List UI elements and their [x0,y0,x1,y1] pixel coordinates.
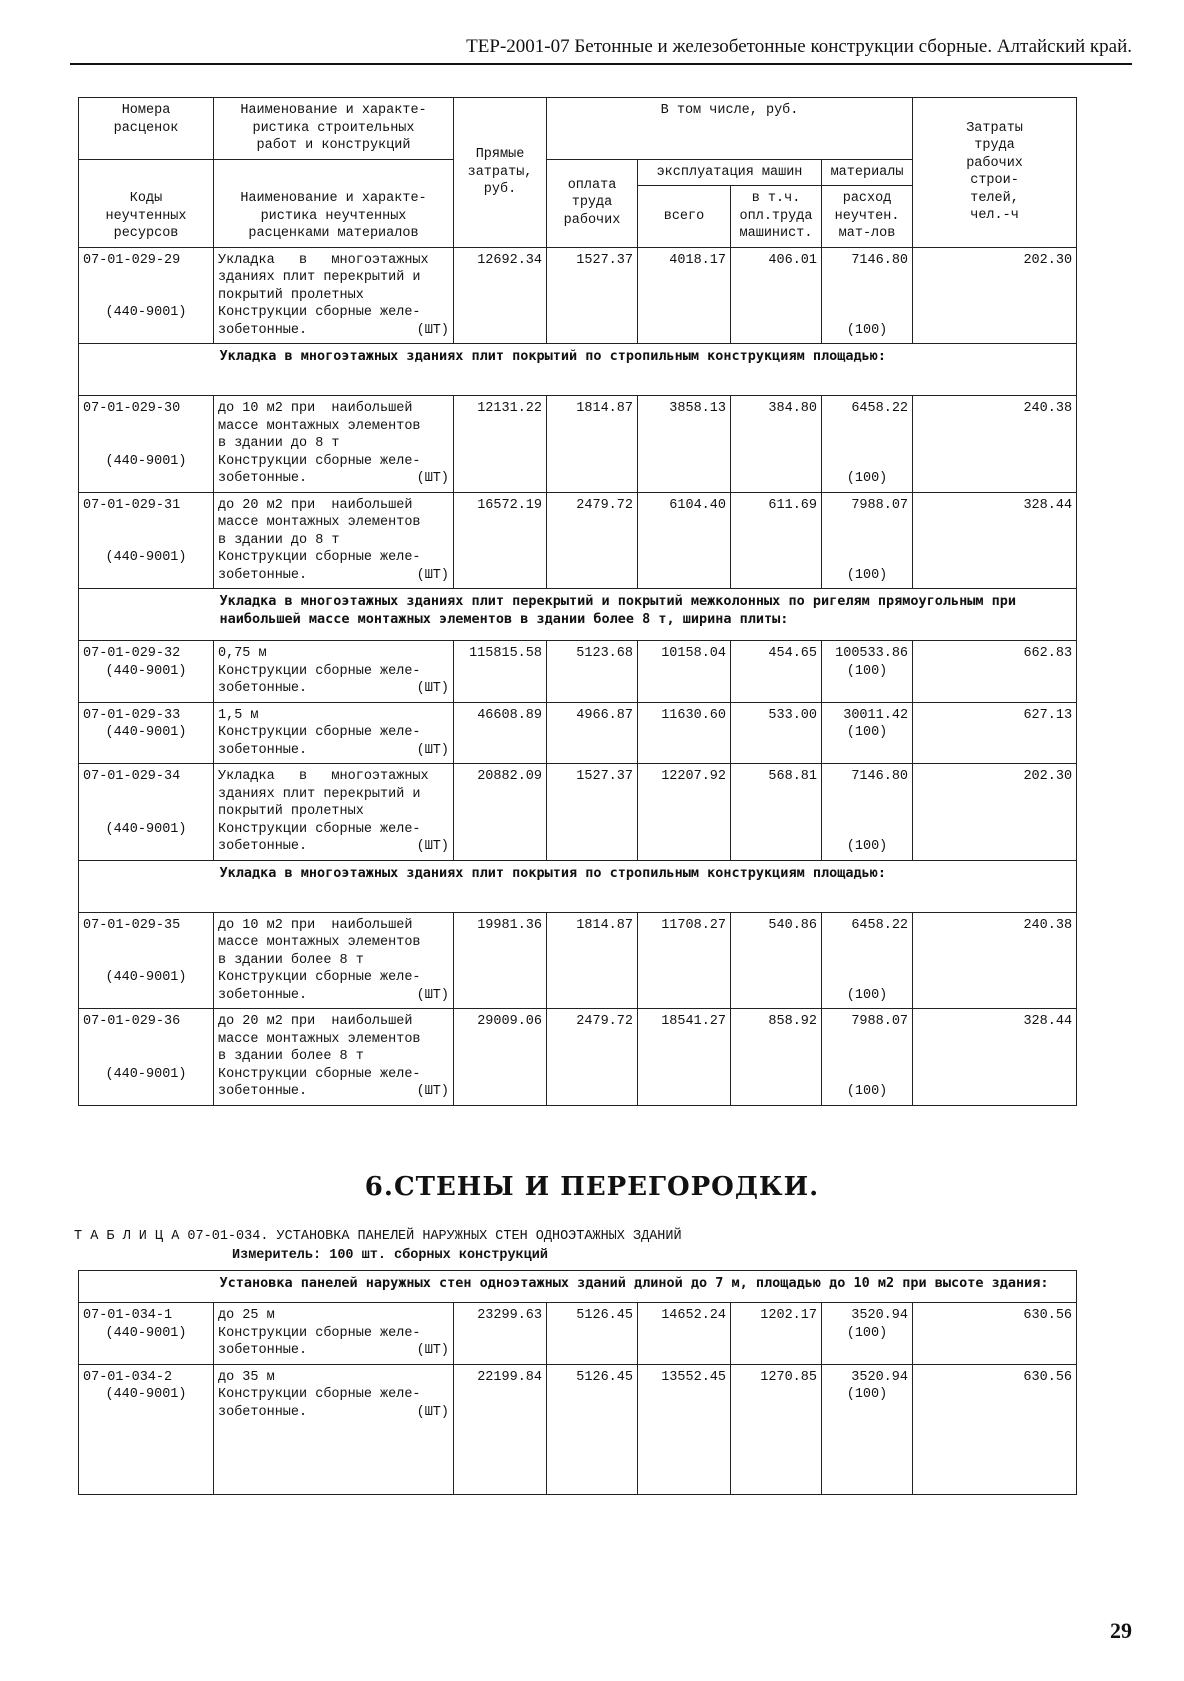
labor-cost: 4966.87 [547,702,638,764]
col-labor-hours: Затраты труда рабочих строи- телей, чел.-ч [913,98,1077,248]
material-qty: (100) [846,567,888,583]
rate-code: 07-01-029-30 [83,401,181,416]
material-unit: (ШТ) [416,1404,449,1420]
rates-table [78,97,1077,1106]
col-res-name: Наименование и характе- ристика неучтенных расценками материалов [214,159,454,247]
labor-hours: 630.56 [913,1364,1077,1494]
rate-code: 07-01-029-31 [83,497,181,513]
material-cost: 7988.07 [851,497,909,513]
direct-cost: 46608.89 [454,702,547,764]
resource-code: (440-9001) [105,453,187,469]
driver-labor-cost: 454.65 [731,641,822,703]
material-qty: (100) [846,322,888,338]
labor-hours: 630.56 [913,1303,1077,1365]
resource-code: (440-9001) [105,1066,187,1082]
col-labor: оплата труда рабочих [547,159,638,247]
material-name: Конструкции сборные желе- зобетонные. (ШТ) [218,663,449,696]
col-mat-use: расход неучтен. мат-лов [822,186,913,248]
machine-cost: 18541.27 [638,1009,731,1106]
labor-cost: 1814.87 [547,396,638,493]
section-text: Укладка в многоэтажных зданиях плит перекрытий и покрытий межколонных по ригелям прямоугольным при наибольшей массе монтажных элементов в здании более 8 т, ширина плиты: [214,589,1077,641]
material-cost: 7146.80 [851,769,909,784]
col-mach-driver: в т.ч. опл.труда машинист. [731,186,822,248]
material-cost: 3520.94 [851,1369,908,1385]
machine-cost: 12207.92 [638,764,731,861]
work-name: до 35 м [218,1369,275,1385]
work-name: до 25 м [218,1308,275,1323]
section-row [79,1271,1077,1303]
section-row [79,344,1077,396]
header-rule [70,63,1132,65]
resource-code: (440-9001) [105,305,187,320]
section-text: Установка панелей наружных стен одноэтажных зданий длиной до 7 м, площадью до 10 м2 при высоте здания: [214,1271,1077,1303]
labor-cost: 5123.68 [547,641,638,703]
col-codes: Номера расценок [79,98,214,160]
driver-labor-cost: 858.92 [731,1009,822,1106]
driver-labor-cost: 1270.85 [731,1364,822,1494]
col-materials: материалы [822,159,913,186]
material-cost: 6458.22 [851,917,909,933]
machine-cost: 10158.04 [638,641,731,703]
rate-code: 07-01-034-2 [83,1369,173,1385]
table-row [79,764,1077,861]
direct-cost: 20882.09 [454,764,547,861]
direct-cost: 12131.22 [454,396,547,493]
table-row [79,247,1077,344]
driver-labor-cost: 406.01 [731,247,822,344]
direct-cost: 12692.34 [454,247,547,344]
labor-hours: 328.44 [913,1009,1077,1106]
material-qty: (100) [846,1084,888,1099]
material-unit: (ШТ) [416,1084,449,1099]
machine-cost: 4018.17 [638,247,731,344]
material-qty: (100) [846,839,888,854]
table-row [79,912,1077,1009]
material-unit: (ШТ) [416,1343,449,1358]
work-name: до 20 м2 при наибольшей массе монтажных элементов в здании до 8 т [218,497,421,548]
material-name: Конструкции сборные желе- зобетонные. (ШТ) [218,1387,449,1420]
section-row [79,589,1077,641]
material-unit: (ШТ) [416,839,449,854]
direct-cost: 19981.36 [454,912,547,1009]
labor-cost: 5126.45 [547,1364,638,1494]
rates-table-2 [78,1270,1077,1495]
work-name: Укладка в многоэтажных зданиях плит перекрытий и покрытий пролетных [218,769,429,819]
resource-code: (440-9001) [105,1325,187,1341]
table-caption [74,1227,682,1265]
machine-cost: 3858.13 [638,396,731,493]
section-heading: 6.СТЕНЫ И ПЕРЕГОРОДКИ. [364,1172,820,1202]
work-name: до 10 м2 при наибольшей массе монтажных элементов в здании до 8 т [218,401,421,451]
col-mach-total: всего [638,186,731,248]
labor-hours: 202.30 [913,764,1077,861]
material-name: Конструкции сборные желе- зобетонные. (ШТ) [218,970,449,1003]
table-row [79,1009,1077,1106]
material-name: Конструкции сборные желе- зобетонные. (ШТ) [218,550,449,583]
material-cost: 100533.86 [835,646,909,661]
material-cost: 3520.94 [851,1308,908,1323]
material-unit: (ШТ) [416,471,449,486]
table-row [79,1364,1077,1494]
rate-code: 07-01-029-32 [83,646,181,661]
table-row [79,641,1077,703]
resource-code: (440-9001) [105,821,187,837]
labor-hours: 202.30 [913,247,1077,344]
material-name: Конструкции сборные желе- зобетонные. (ШТ) [218,1325,449,1358]
labor-hours: 662.83 [913,641,1077,703]
page-number: 29 [1110,1618,1132,1643]
direct-cost: 115815.58 [454,641,547,703]
work-name: до 10 м2 при наибольшей массе монтажных элементов в здании более 8 т [218,917,421,968]
table-row [79,1303,1077,1365]
rate-code: 07-01-034-1 [83,1308,173,1323]
table-row [79,702,1077,764]
machine-cost: 11708.27 [638,912,731,1009]
resource-code: (440-9001) [105,550,187,565]
work-name: до 20 м2 при наибольшей массе монтажных элементов в здании более 8 т [218,1014,421,1064]
labor-cost: 1814.87 [547,912,638,1009]
section-row [79,860,1077,912]
labor-hours: 328.44 [913,492,1077,589]
material-qty: (100) [846,1325,888,1341]
material-cost: 6458.22 [851,401,909,416]
labor-cost: 1527.37 [547,247,638,344]
labor-cost: 2479.72 [547,1009,638,1106]
section-text: Укладка в многоэтажных зданиях плит покрытий по стропильным конструкциям площадью: [214,344,1077,396]
work-name: 0,75 м [218,646,267,661]
driver-labor-cost: 384.80 [731,396,822,493]
material-qty: (100) [846,663,888,679]
material-qty: (100) [846,725,888,740]
driver-labor-cost: 1202.17 [731,1303,822,1365]
driver-labor-cost: 533.00 [731,702,822,764]
col-name: Наименование и характе- ристика строительных работ и конструкций [214,98,454,160]
material-qty: (100) [846,1387,888,1402]
labor-hours: 240.38 [913,396,1077,493]
material-cost: 7146.80 [851,252,909,268]
rate-code: 07-01-029-36 [83,1014,181,1029]
resource-code: (440-9001) [105,725,187,740]
direct-cost: 22199.84 [454,1364,547,1494]
labor-hours: 627.13 [913,702,1077,764]
material-name: Конструкции сборные желе- зобетонные. (ШТ) [218,1066,449,1099]
driver-labor-cost: 568.81 [731,764,822,861]
rate-code: 07-01-029-35 [83,917,181,933]
material-unit: (ШТ) [416,987,449,1003]
material-cost: 7988.07 [851,1014,909,1029]
material-name: Конструкции сборные желе- зобетонные. (ШТ) [218,453,449,486]
running-header: ТЕР-2001-07 Бетонные и железобетонные конструкции сборные. Алтайский край. [466,36,1132,57]
direct-cost: 16572.19 [454,492,547,589]
machine-cost: 6104.40 [638,492,731,589]
col-including: В том числе, руб. [547,98,913,160]
rate-code: 07-01-029-29 [83,252,181,268]
work-name: Укладка в многоэтажных зданиях плит перекрытий и покрытий пролетных [218,252,429,303]
direct-cost: 29009.06 [454,1009,547,1106]
material-unit: (ШТ) [416,567,449,583]
material-unit: (ШТ) [416,322,449,338]
table-row [79,396,1077,493]
machine-cost: 14652.24 [638,1303,731,1365]
rate-code: 07-01-029-33 [83,707,181,723]
material-cost: 30011.42 [843,707,909,723]
driver-labor-cost: 540.86 [731,912,822,1009]
col-direct: Прямые затраты, руб. [454,98,547,248]
resource-code: (440-9001) [105,1387,187,1402]
work-name: 1,5 м [218,707,259,723]
labor-cost: 5126.45 [547,1303,638,1365]
material-name: Конструкции сборные желе- зобетонные. (ШТ) [218,305,449,338]
machine-cost: 13552.45 [638,1364,731,1494]
machine-cost: 11630.60 [638,702,731,764]
table-measure: Измеритель: 100 шт. сборных конструкций [232,1248,548,1263]
labor-cost: 1527.37 [547,764,638,861]
material-unit: (ШТ) [416,742,449,758]
material-name: Конструкции сборные желе- зобетонные. (ШТ) [218,821,449,854]
material-unit: (ШТ) [416,681,449,696]
driver-labor-cost: 611.69 [731,492,822,589]
labor-cost: 2479.72 [547,492,638,589]
direct-cost: 23299.63 [454,1303,547,1365]
table-title: Т А Б Л И Ц А 07-01-034. УСТАНОВКА ПАНЕЛЕЙ НАРУЖНЫХ СТЕН ОДНОЭТАЖНЫХ ЗДАНИЙ [74,1229,682,1244]
material-name: Конструкции сборные желе- зобетонные. (ШТ) [218,725,449,758]
material-qty: (100) [846,471,888,486]
labor-hours: 240.38 [913,912,1077,1009]
col-machines: эксплуатация машин [638,159,822,186]
resource-code: (440-9001) [105,970,187,985]
material-qty: (100) [846,987,888,1003]
table-row [79,492,1077,589]
section-text: Укладка в многоэтажных зданиях плит покрытия по стропильным конструкциям площадью: [214,860,1077,912]
col-res-codes: Коды неучтенных ресурсов [79,159,214,247]
resource-code: (440-9001) [105,663,187,679]
rate-code: 07-01-029-34 [83,769,181,784]
